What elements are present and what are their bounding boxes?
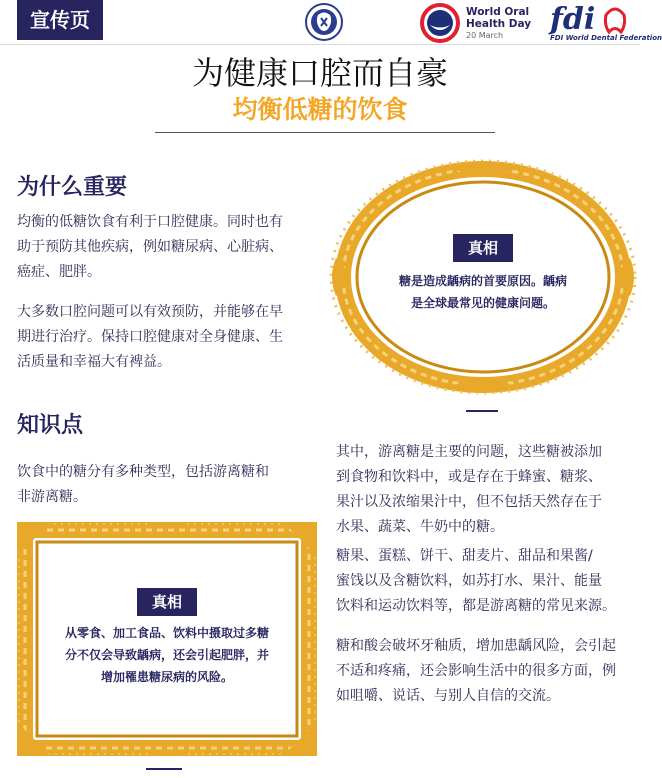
fdi-subtitle: FDI World Dental Federation <box>550 34 662 42</box>
fact-text-1: 糖是造成龋病的首要原因。龋病 是全球最常见的健康问题。 <box>398 274 567 310</box>
fdi-wordmark: fdi <box>550 2 596 37</box>
fdi-logo <box>550 2 662 44</box>
wohd-title-line-2: Health Day <box>466 18 532 30</box>
knowledge-paragraph-1: 饮食中的糖分有多种类型，包括游离糖和 非游离糖。 <box>17 464 269 505</box>
right-paragraph-2: 糖果、蛋糕、饼干、甜麦片、甜品和果酱/ 蜜饯以及含糖饮料，如苏打水、果汁、能量 饮料和运动饮料等，都是游离糖的常见来源。 <box>336 548 616 614</box>
fact-badge-1: 真相 <box>453 234 513 262</box>
fact-frame-oval <box>334 158 632 396</box>
section-dash-2 <box>146 768 182 770</box>
wohd-title-line-1: World Oral <box>466 6 530 18</box>
right-paragraph-1: 其中，游离糖是主要的问题，这些糖被添加 到食物和饮料中，或是存在于蜂蜜、糖浆、 果汁以及浓缩果汁中，但不包括天然存在于 水果、蔬菜、牛奶中的糖。 <box>336 444 602 535</box>
why-paragraph-1: 均衡的低糖饮食有利于口腔健康。同时也有 助于预防其他疾病，例如糖尿病、心脏病、 癌症、肥胖。 <box>17 214 283 280</box>
fact-badge-2: 真相 <box>137 588 197 616</box>
why-heading: 为什么重要 <box>17 175 128 200</box>
wohd-date: 20 March <box>466 31 504 40</box>
chinese-stomatological-logo <box>296 2 352 42</box>
world-oral-health-day-logo <box>420 3 542 43</box>
header-divider <box>0 44 640 45</box>
why-paragraph-2: 大多数口腔问题可以有效预防，并能够在早 期进行治疗。保持口腔健康对全身健康、生 活质量和幸福大有裨益。 <box>17 304 283 370</box>
fact-text-2: 从零食、加工食品、饮料中摄取过多糖 分不仅会导致龋病，还会引起肥胖，并 增加罹患糖尿病的风险。 <box>64 626 269 684</box>
right-paragraph-3: 糖和酸会破坏牙釉质，增加患龋风险，会引起 不适和疼痛，还会影响生活中的很多方面，例 如咀嚼、说话、与别人自信的交流。 <box>336 638 616 704</box>
page-tag: 宣传页 <box>17 0 103 40</box>
knowledge-heading: 知识点 <box>17 413 84 438</box>
fact-frame-rect <box>17 522 317 756</box>
section-dash-1 <box>466 410 498 412</box>
page-subtitle: 均衡低糖的饮食 <box>232 95 408 124</box>
title-divider <box>155 132 495 133</box>
page-title: 为健康口腔而自豪 <box>191 54 448 92</box>
